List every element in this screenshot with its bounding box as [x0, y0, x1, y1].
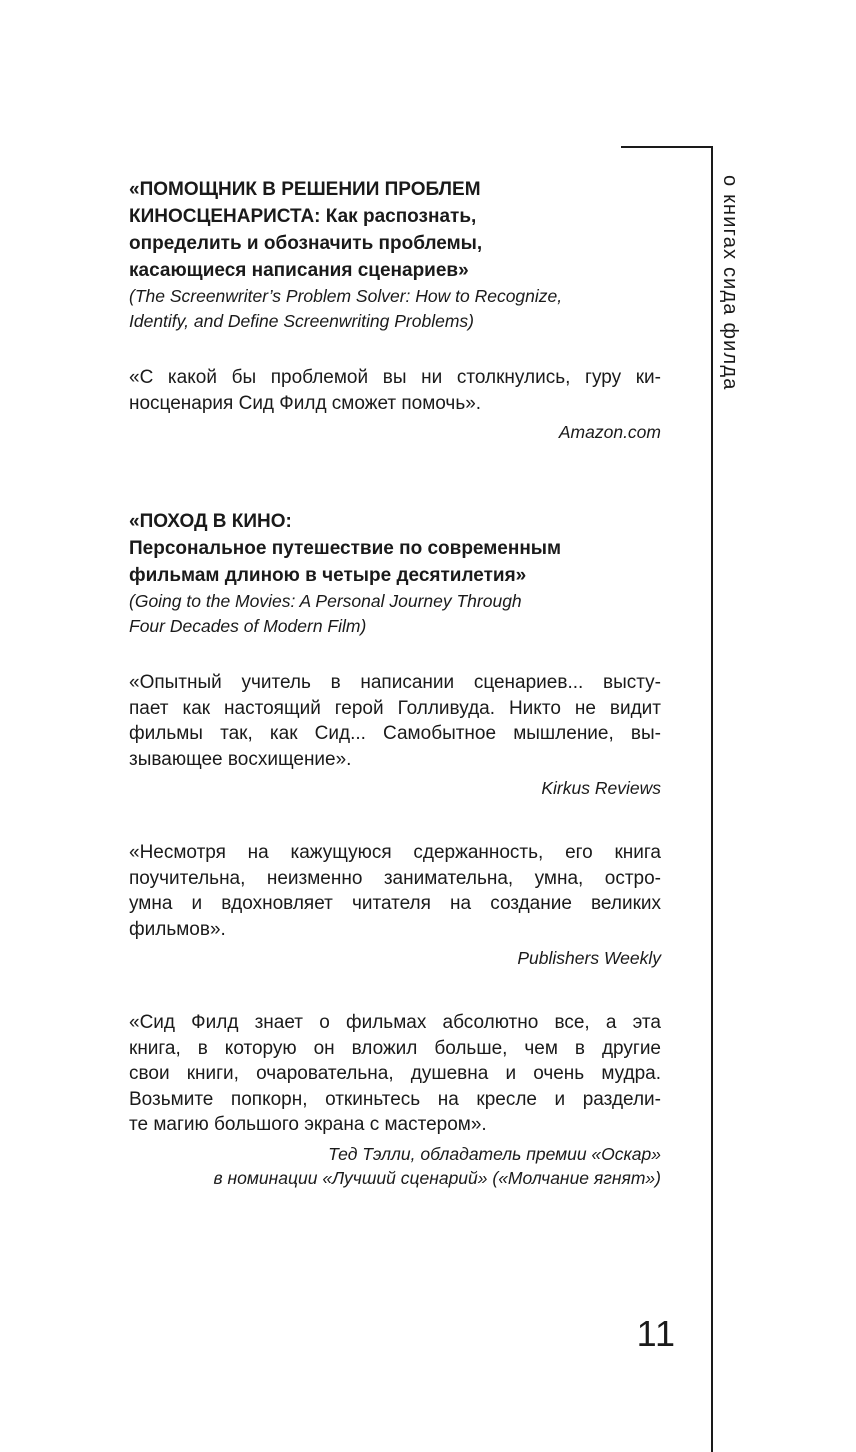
book-title-line: касающиеся написания сценариев» — [129, 260, 469, 281]
review-text-line: носценария Сид Филд сможет помочь». — [129, 392, 482, 414]
review-source — [129, 776, 661, 800]
book-original-title-line: (The Screenwriter’s Problem Solver: How to Recognize, — [129, 286, 563, 306]
review-quote — [129, 670, 661, 800]
review-text — [129, 840, 661, 942]
review-text-line: книга, в которую он вложил больше, чем в другие — [129, 1037, 661, 1059]
review-text-line: свои книги, очаровательна, душевна и очень мудра. — [129, 1063, 661, 1084]
spacer — [129, 444, 661, 508]
side-rule-horizontal — [621, 146, 713, 148]
running-head: о книгах сида филда — [719, 175, 741, 391]
book-title — [129, 508, 661, 589]
review-text-line: умна и вдохновляет читателя на создание великих — [129, 893, 661, 914]
book-title-line: Персональное путешествие по современным — [129, 538, 562, 559]
page-number: 11 — [636, 1313, 676, 1354]
review-source — [129, 1142, 661, 1190]
review-text — [129, 1010, 661, 1138]
book-title-line: фильмам длиною в четыре десятилетия» — [129, 565, 527, 586]
review-text-line: фильмы так, как Сид... Самобытное мышление, вы- — [129, 723, 661, 744]
review-text-line: поучительна, неизменно занимательна, умна, остро- — [129, 867, 661, 889]
review-source-line: в номинации «Лучший сценарий» («Молчание ягнят») — [213, 1167, 661, 1188]
book-title-line: определить и обозначить проблемы, — [129, 233, 483, 254]
review-quote — [129, 840, 661, 970]
side-rule-vertical — [711, 146, 713, 1452]
review-text-line: фильмов». — [129, 918, 226, 940]
book-entry-going-to-the-movies — [129, 508, 661, 1190]
spacer — [129, 970, 661, 1010]
book-original-title — [129, 284, 661, 334]
review-text-line: пает как настоящий герой Голливуда. Никто не видит — [129, 697, 661, 719]
review-text-line: зывающее восхищение». — [129, 748, 352, 770]
review-source — [129, 946, 661, 970]
review-source — [129, 420, 661, 444]
review-text — [129, 365, 661, 416]
review-text-line: «Опытный учитель в написании сценариев... высту- — [129, 672, 661, 693]
review-text-line: Возьмите попкорн, откиньтесь на кресле и раздели- — [129, 1088, 661, 1110]
book-original-title — [129, 589, 661, 639]
review-source-line: Kirkus Reviews — [541, 778, 661, 798]
book-entry-problem-solver — [129, 176, 661, 444]
book-title-line: КИНОСЦЕНАРИСТА: Как распознать, — [129, 206, 477, 227]
review-text-line: «С какой бы проблемой вы ни столкнулись, гуру ки- — [129, 367, 661, 388]
review-text — [129, 670, 661, 772]
book-title-line: «ПОМОЩНИК В РЕШЕНИИ ПРОБЛЕМ — [129, 179, 481, 200]
book-title-line: «ПОХОД В КИНО: — [129, 511, 292, 532]
book-original-title-line: (Going to the Movies: A Personal Journey Through — [129, 591, 522, 611]
book-original-title-line: Four Decades of Modern Film) — [129, 616, 367, 636]
review-text-line: те магию большого экрана с мастером». — [129, 1114, 487, 1135]
review-text-line: «Несмотря на кажущуюся сдержанность, его книга — [129, 842, 661, 863]
review-source-line: Publishers Weekly — [517, 948, 661, 968]
book-original-title-line: Identify, and Define Screenwriting Problems) — [129, 311, 474, 331]
review-source-line: Тед Тэлли, обладатель премии «Оскар» — [328, 1143, 661, 1164]
review-text-line: «Сид Филд знает о фильмах абсолютно все, а эта — [129, 1012, 661, 1033]
spacer — [129, 800, 661, 840]
review-source-line: Amazon.com — [558, 422, 661, 442]
review-quote — [129, 1010, 661, 1190]
review-quote — [129, 365, 661, 444]
book-title — [129, 176, 661, 284]
page-content — [129, 176, 661, 1190]
